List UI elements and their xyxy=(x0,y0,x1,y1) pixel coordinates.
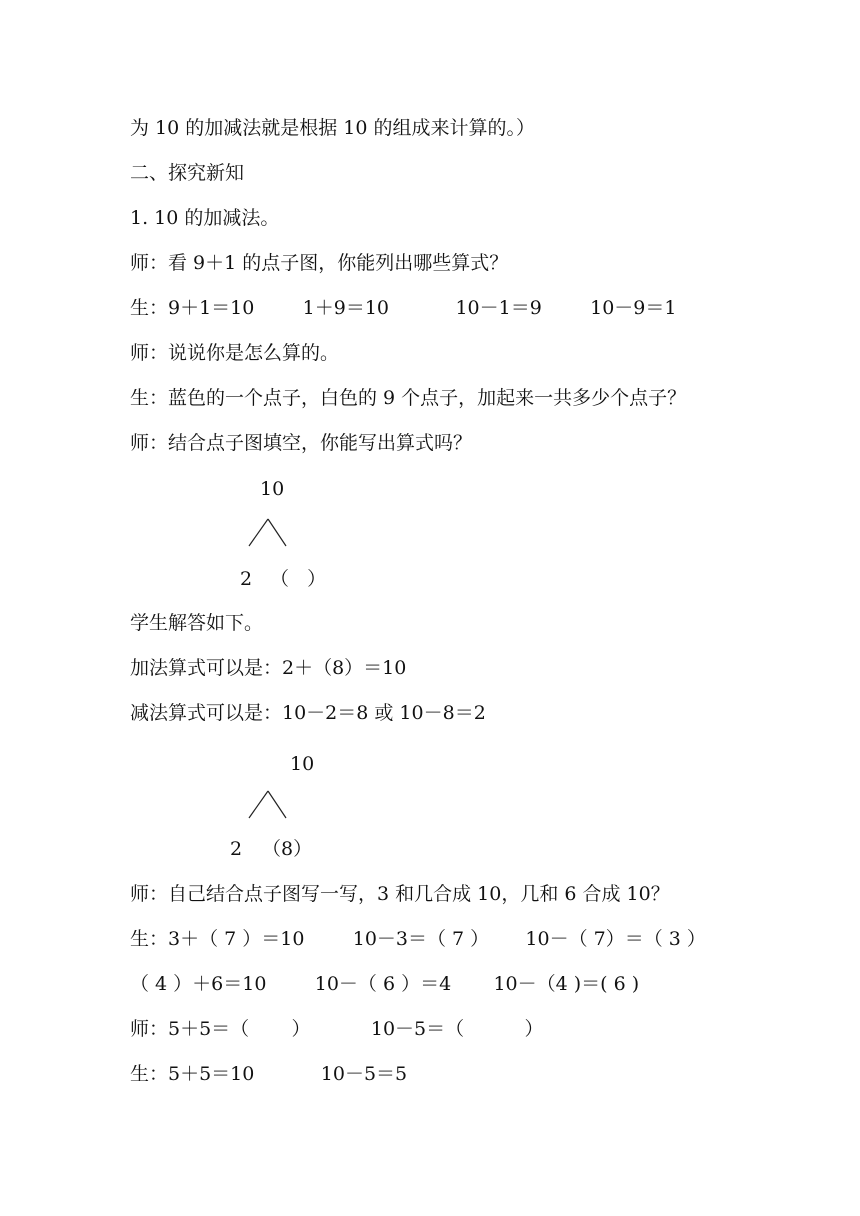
subsection-heading: 1. 10 的加减法。 xyxy=(130,207,280,229)
text-line-9: 学生解答如下。 xyxy=(130,612,264,634)
tree2-left-number: 2 xyxy=(230,838,243,860)
tree2-right-number: （8） xyxy=(262,838,313,860)
text-line-7: 生：蓝色的一个点子，白色的 9 个点子，加起来一共多少个点子？ xyxy=(130,387,687,409)
text-line-5: 生：9＋1＝10 1＋9＝10 10－1＝9 10－9＝1 xyxy=(130,297,677,319)
tree1-top-number: 10 xyxy=(260,478,285,500)
text-line-1: 为 10 的加减法就是根据 10 的组成来计算的。） xyxy=(130,117,536,139)
text-line-6: 师：说说你是怎么算的。 xyxy=(130,342,340,364)
text-line-16: 生：5＋5＝10 10－5＝5 xyxy=(130,1063,408,1085)
tree1-branch-lines xyxy=(248,518,288,548)
tree2-top-number: 10 xyxy=(290,753,315,775)
text-line-13: 生：3＋（ 7 ）＝10 10－3＝（ 7 ） 10－（ 7）＝（ 3 ） xyxy=(130,928,706,950)
text-line-12: 师：自己结合点子图写一写，3 和几合成 10，几和 6 合成 10？ xyxy=(130,883,670,905)
text-line-11: 减法算式可以是：10－2＝8 或 10－8＝2 xyxy=(130,702,486,724)
tree1-right-blank: （ ） xyxy=(270,568,327,590)
text-line-4: 师：看 9＋1 的点子图，你能列出哪些算式？ xyxy=(130,252,509,274)
section-heading: 二、探究新知 xyxy=(130,162,245,184)
text-line-8: 师：结合点子图填空，你能写出算式吗？ xyxy=(130,432,473,454)
text-line-10: 加法算式可以是：2＋（8）＝10 xyxy=(130,657,407,679)
text-line-15: 师：5＋5＝（ ） 10－5＝（ ） xyxy=(130,1018,544,1040)
text-line-14: （ 4 ）＋6＝10 10－（ 6 ）＝4 10－（4 )＝( 6 ) xyxy=(130,973,640,995)
tree2-branch-lines xyxy=(248,790,288,820)
tree1-left-number: 2 xyxy=(240,568,253,590)
